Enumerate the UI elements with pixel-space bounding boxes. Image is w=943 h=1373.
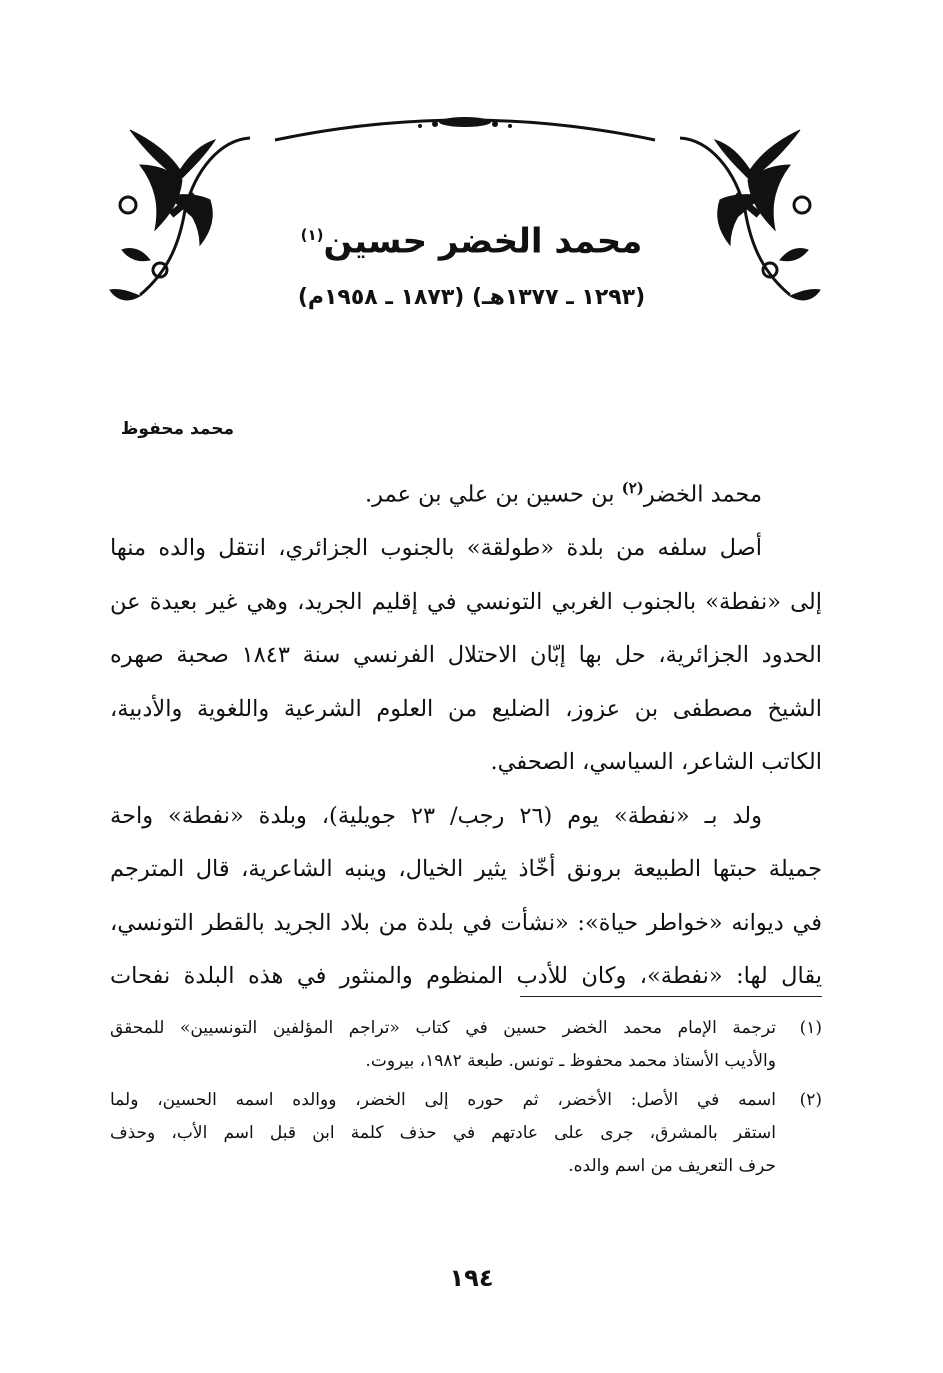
page-number: ١٩٤ — [449, 1264, 494, 1292]
footnote-2 — [110, 1084, 822, 1183]
footnote-line: اسمه في الأصل: الأخضر، ثم حوره إلى الخضر، ووالده اسمه الحسين، ولما — [110, 1090, 776, 1110]
main-text — [110, 462, 822, 1004]
footnote-line: والأديب الأستاذ محمد محفوظ ـ تونس. طبعة ١٩٨٢، بيروت. — [365, 1051, 776, 1071]
footnote-line: حرف التعريف من اسم والده. — [568, 1156, 776, 1176]
footnote-1 — [110, 1012, 822, 1078]
footnotes — [110, 1012, 822, 1189]
text-line: الكاتب الشاعر، السياسي، الصحفي. — [490, 749, 822, 775]
footnote-number: (٢) — [799, 1090, 822, 1110]
paragraph-1-part1: محمد الخضر — [643, 481, 762, 508]
paragraph-2 — [110, 522, 822, 790]
paragraph-1-part2: بن حسين بن علي بن عمر. — [365, 481, 622, 508]
paragraph-1 — [110, 462, 822, 522]
paragraph-3 — [110, 790, 822, 1004]
text-line: إلى «نفطة» بالجنوب الغربي التونسي في إقليم الجريد، وهي غير بعيدة عن — [110, 588, 822, 615]
text-line: ولد بـ «نفطة» يوم (٢٦ رجب/ ٢٣ جويلية)، وبلدة «نفطة» واحة — [110, 802, 762, 829]
ornament-frame-icon — [100, 110, 830, 310]
footnote-line: ترجمة الإمام محمد الخضر حسين في كتاب «تراجم المؤلفين التونسيين» للمحقق — [110, 1018, 776, 1038]
text-line: الحدود الجزائرية، حل بها إبّان الاحتلال الفرنسي سنة ١٨٤٣ صحبة صهره — [110, 642, 823, 668]
text-line: أصل سلفه من بلدة «طولقة» بالجنوب الجزائري، انتقل والده منها — [110, 535, 762, 561]
author-name: محمد محفوظ — [120, 419, 234, 439]
title-footnote-ref[interactable]: (١) — [300, 226, 324, 244]
text-line: يقال لها: «نفطة»، وكان للأدب المنظوم والمنثور في هذه البلدة نفحات — [110, 963, 822, 989]
footnote-number: (١) — [799, 1018, 822, 1038]
footnote-line: استقر بالمشرق، جرى على عادتهم في حذف كلمة ابن قبل اسم الأب، وحذف — [110, 1123, 776, 1143]
chapter-title-text: محمد الخضر حسين — [323, 221, 643, 262]
text-line: الشيخ مصطفى بن عزوز، الضليع من العلوم الشرعية واللغوية والأدبية، — [110, 695, 822, 722]
footnote-divider — [520, 996, 822, 997]
chapter-dates: (١٢٩٣ ـ ١٣٧٧هـ) (١٨٧٣ ـ ١٩٥٨م) — [297, 285, 646, 310]
footnote-ref-2[interactable]: (٢) — [621, 479, 644, 497]
text-line: جميلة حبتها الطبيعة برونق أخّاذ يثير الخيال، وينبه الشاعرية، قال المترجم — [110, 856, 822, 882]
text-line: في ديوانه «خواطر حياة»: «نشأت في بلدة من بلاد الجريد بالقطر التونسي، — [110, 909, 822, 936]
chapter-title — [200, 212, 743, 264]
